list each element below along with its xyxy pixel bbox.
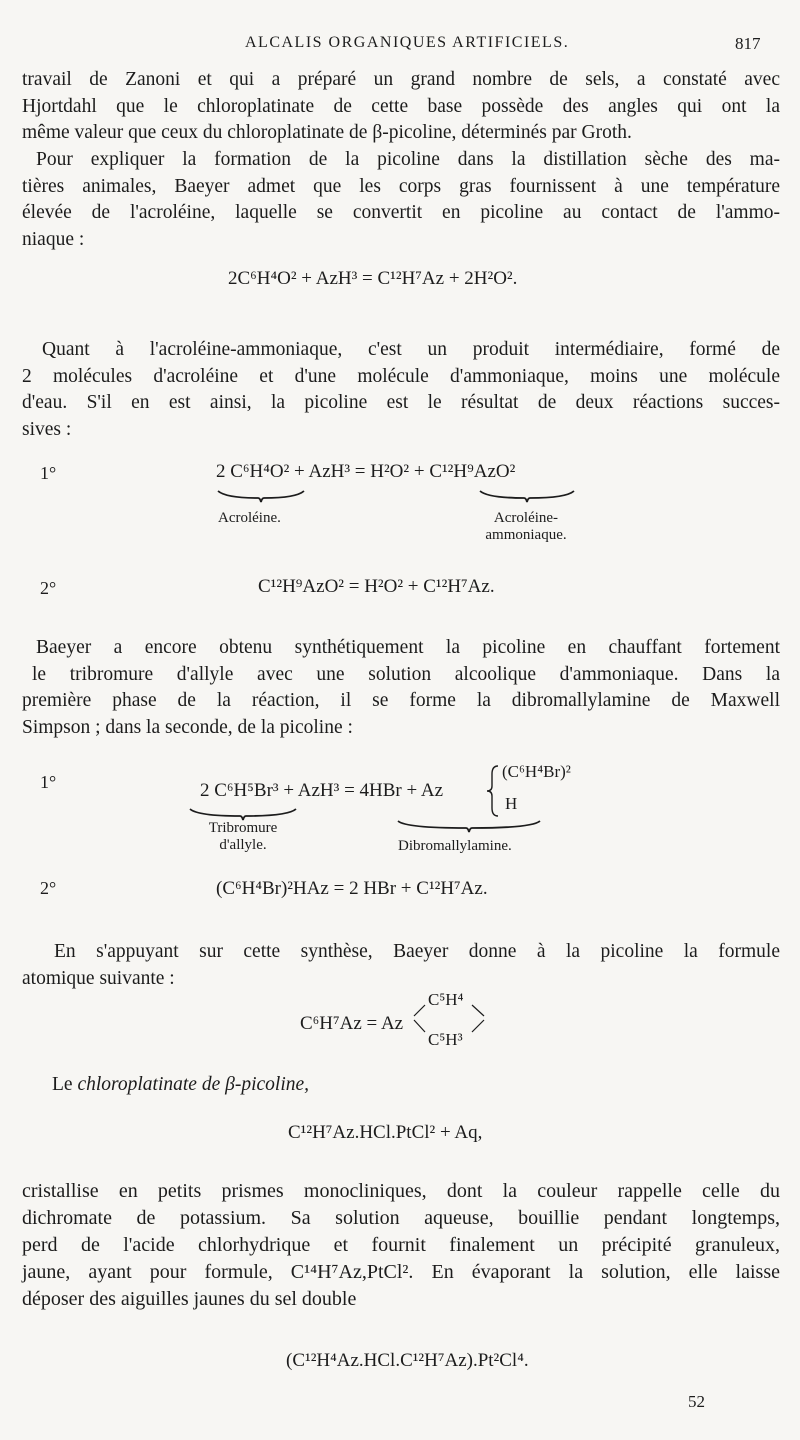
text-line: première phase de la réaction, il se forme la dibromallylamine de Maxwell [22, 690, 780, 711]
paragraph-1 [22, 67, 780, 147]
label-line: Tribromure [208, 820, 278, 836]
text-line: Quant à l'acroléine-ammoniaque, c'est un produit intermédiaire, formé de [42, 339, 780, 360]
salt-formula: C¹²H⁷Az.HCl.PtCl² + Aq, [288, 1122, 483, 1143]
text-line [52, 1072, 652, 1099]
underbrace-acroleine [216, 488, 306, 504]
reaction-1-step-2: C¹²H⁹AzO² = H²O² + C¹²H⁷Az. [258, 576, 495, 597]
reaction-2-step-2: (C⁶H⁴Br)²HAz = 2 HBr + C¹²H⁷Az. [216, 878, 488, 899]
text-line: déposer des aiguilles jaunes du sel double [22, 1288, 357, 1310]
equation-acroleine: 2C⁶H⁴O² + AzH³ = C¹²H⁷Az + 2H²O². [228, 268, 518, 289]
underbrace-dibromallylamine [396, 818, 542, 834]
step-number: 2° [40, 578, 57, 598]
label-line: Acroléine- [493, 510, 559, 526]
text-line: En s'appuyant sur cette synthèse, Baeyer donne à la picoline la formule [54, 941, 780, 962]
step-number: 1° [40, 772, 57, 792]
label-acroleine-ammoniaque [479, 510, 573, 544]
reaction-2-equation: 2 C⁶H⁵Br³ + AzH³ = 4HBr + Az [200, 780, 444, 801]
text-line: dichromate de potassium. Sa solution aqueuse, bouillie pendant longtemps, [22, 1207, 780, 1229]
text-line: Baeyer a encore obtenu synthétiquement la picoline en chauffant fortement [36, 637, 780, 658]
text-line: élevée de l'acroléine, laquelle se convertit en picoline au contact de l'ammo- [22, 202, 780, 223]
text-line: le tribromure d'allyle avec une solution alcoolique d'ammoniaque. Dans la [32, 663, 780, 685]
label-line: ammoniaque. [485, 527, 567, 543]
step-number: 1° [40, 463, 57, 483]
text-line: Pour expliquer la formation de la picoline dans la distillation sèche des ma- [36, 149, 780, 170]
text-line: travail de Zanoni et qui a préparé un grand nombre de sels, a constaté avec [22, 69, 780, 90]
text-line: d'eau. S'il en est ainsi, la picoline est le résultat de deux réactions succes- [22, 392, 780, 413]
signature-number: 52 [688, 1392, 705, 1411]
text-line: niaque : [22, 228, 85, 250]
label-dibromallylamine: Dibromallylamine. [398, 838, 512, 854]
header-title: ALCALIS ORGANIQUES ARTIFICIELS. [245, 34, 570, 51]
text-line: perd de l'acide chlorhydrique et fournit finalement un précipité granuleux, [22, 1234, 780, 1256]
label-line: d'allyle. [219, 837, 267, 853]
label-tribromure [186, 820, 300, 854]
underbrace-acroleine-ammoniaque [478, 488, 576, 504]
text-line: sives : [22, 418, 72, 440]
substituent-bottom: H [505, 794, 518, 813]
paragraph-2 [22, 147, 780, 253]
text-intro: Le [52, 1074, 78, 1095]
page-number: 817 [735, 34, 761, 53]
double-salt-formula: (C¹²H⁴Az.HCl.C¹²H⁷Az).Pt²Cl⁴. [286, 1350, 529, 1371]
substituent-top: (C⁶H⁴Br)² [502, 762, 571, 781]
paragraph-3 [22, 337, 780, 443]
italic-term: chloroplatinate de β-picoline, [77, 1074, 310, 1095]
label-acroleine: Acroléine. [218, 510, 281, 526]
paragraph-5 [22, 939, 780, 992]
atomic-formula: C⁶H⁷Az = Az [300, 1013, 404, 1034]
text-line: atomique suivante : [22, 967, 175, 989]
text-line: jaune, ayant pour formule, C¹⁴H⁷Az,PtCl². En évaporant la solution, elle laisse [22, 1261, 780, 1283]
text-line: tières animales, Baeyer admet que les corps gras fournissent à une température [22, 175, 780, 197]
brace-substituents [486, 764, 500, 818]
text-line: Hjortdahl que le chloroplatinate de cette base possède des angles qui ont la [22, 95, 780, 117]
text-line: cristallise en petits prismes monocliniques, dont la couleur rappelle celle du [22, 1180, 780, 1202]
reaction-1-equation: 2 C⁶H⁴O² + AzH³ = H²O² + C¹²H⁹AzO² [216, 461, 516, 482]
text-line: 2 molécules d'acroléine et d'une molécule d'ammoniaque, moins une molécule [22, 365, 780, 387]
group-bottom: C⁵H³ [428, 1030, 463, 1049]
paragraph-4 [22, 635, 780, 741]
paragraph-6 [52, 1072, 652, 1099]
running-header [0, 34, 800, 60]
step-number: 2° [40, 878, 57, 898]
group-top: C⁵H⁴ [428, 990, 464, 1009]
text-line: même valeur que ceux du chloroplatinate de β-picoline, déterminés par Groth. [22, 122, 632, 143]
text-line: Simpson ; dans la seconde, de la picoline : [22, 716, 353, 738]
paragraph-7 [22, 1178, 780, 1313]
